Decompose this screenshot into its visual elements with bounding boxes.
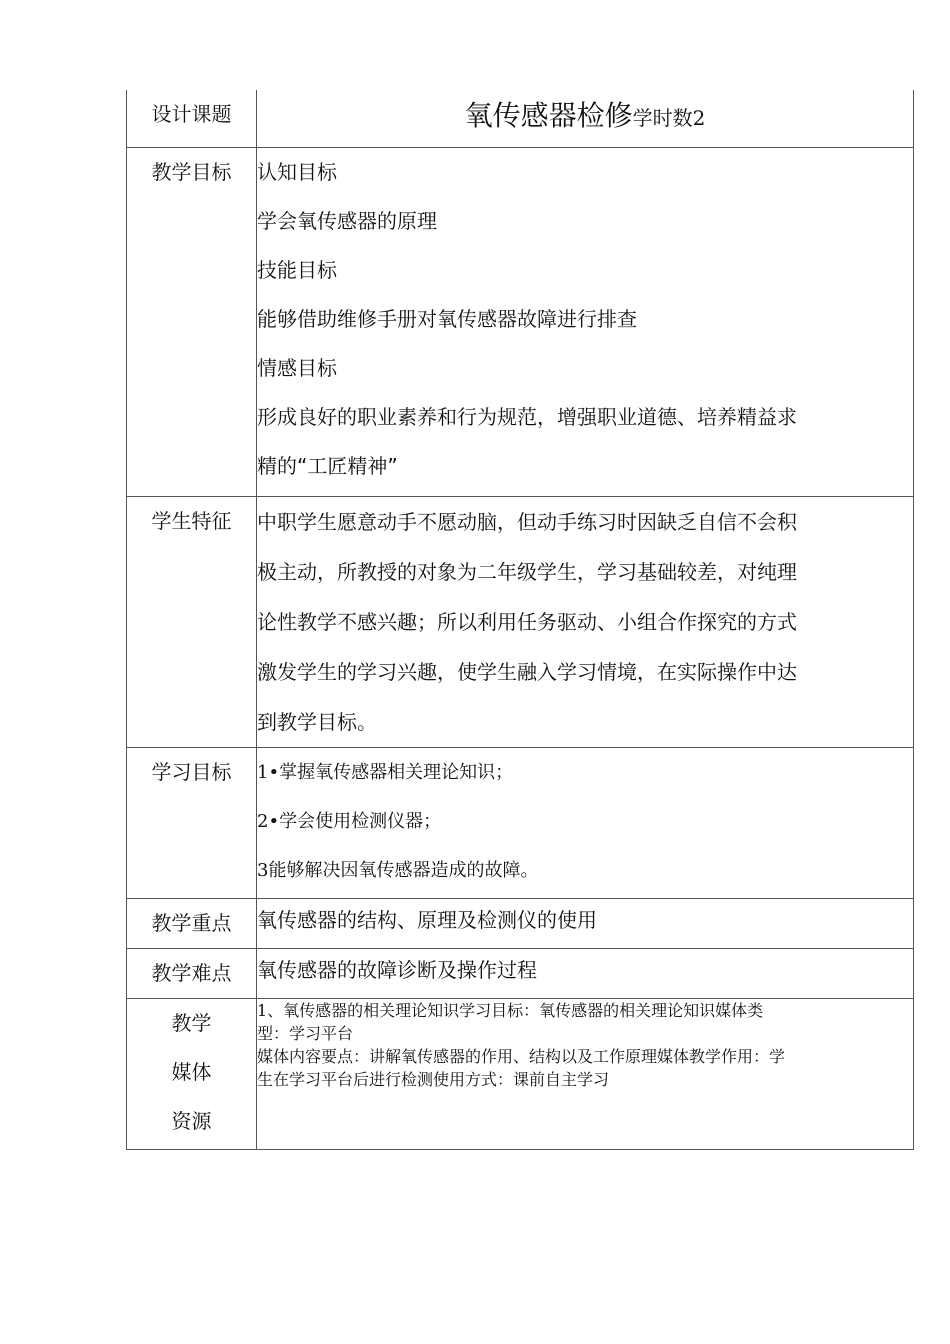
goal-line: 形成良好的职业素养和行为规范，增强职业道德、培养精益求 [257,405,797,429]
traits-line: 论性教学不感兴趣；所以利用任务驱动、小组合作探究的方式 [257,610,797,634]
media-row [127,999,914,1150]
lesson-title [257,90,913,147]
student-traits-cell [257,497,914,748]
learning-goals-label: 学习目标 [151,760,232,784]
media-label-cell [127,999,257,1150]
student-traits-row [127,497,914,748]
media-label-line: 媒体 [171,1060,212,1084]
learning-goal-line: 2•学会使用检测仪器； [257,811,442,832]
key-points-row [127,899,914,949]
goal-line: 学会氧传感器的原理 [257,209,437,233]
learning-goal-line: 3能够解决因氧传感器造成的故障。 [257,860,539,881]
student-traits-label: 学生特征 [151,509,232,533]
goal-line: 认知目标 [257,160,337,184]
traits-line: 极主动，所教授的对象为二年级学生，学习基础较差，对纯理 [257,560,797,584]
difficulties-cell [257,949,914,999]
key-points-text: 氧传感器的结构、原理及检测仪的使用 [257,908,597,932]
lesson-plan-table [126,90,914,1150]
goal-line: 情感目标 [257,356,337,380]
difficulties-label-cell [127,949,257,999]
title-label: 设计课题 [151,102,232,126]
media-line: 型：学习平台 [257,1024,354,1043]
teaching-goals-label-cell [127,148,257,497]
title-label-cell [127,90,257,148]
title-row [127,90,914,148]
goal-line: 技能目标 [257,258,337,282]
learning-goal-line: 1•掌握氧传感器相关理论知识； [257,762,514,783]
media-cell [257,999,914,1150]
traits-line: 中职学生愿意动手不愿动脑，但动手练习时因缺乏自信不会积 [257,510,797,534]
goal-line: 能够借助维修手册对氧传感器故障进行排查 [257,307,637,331]
teaching-goals-label: 教学目标 [151,160,232,184]
title-content-cell [257,90,914,148]
media-label-line: 资源 [171,1109,212,1133]
difficulties-row [127,949,914,999]
key-points-label-cell [127,899,257,949]
learning-goals-label-cell [127,748,257,899]
media-line: 1、氧传感器的相关理论知识学习目标：氧传感器的相关理论知识媒体类 [257,1001,764,1020]
key-points-cell [257,899,914,949]
key-points-label: 教学重点 [151,911,232,935]
media-label-line: 教学 [171,1011,212,1035]
teaching-goals-row [127,148,914,497]
traits-line: 到教学目标。 [257,710,377,734]
student-traits-label-cell [127,497,257,748]
difficulties-label: 教学难点 [151,961,232,985]
teaching-goals-cell [257,148,914,497]
media-line: 生在学习平台后进行检测使用方式：课前自主学习 [257,1070,610,1089]
hours-label: 学时数 [632,106,693,130]
media-line: 媒体内容要点：讲解氧传感器的作用、结构以及工作原理媒体教学作用：学 [257,1047,786,1066]
traits-line: 激发学生的学习兴趣，使学生融入学习情境，在实际操作中达 [257,660,797,684]
goal-line: 精的“工匠精神” [257,454,398,478]
learning-goals-cell [257,748,914,899]
hours-value: 2 [692,106,706,130]
learning-goals-row [127,748,914,899]
lesson-title-text: 氧传感器检修 [464,99,633,132]
difficulties-text: 氧传感器的故障诊断及操作过程 [257,958,537,982]
